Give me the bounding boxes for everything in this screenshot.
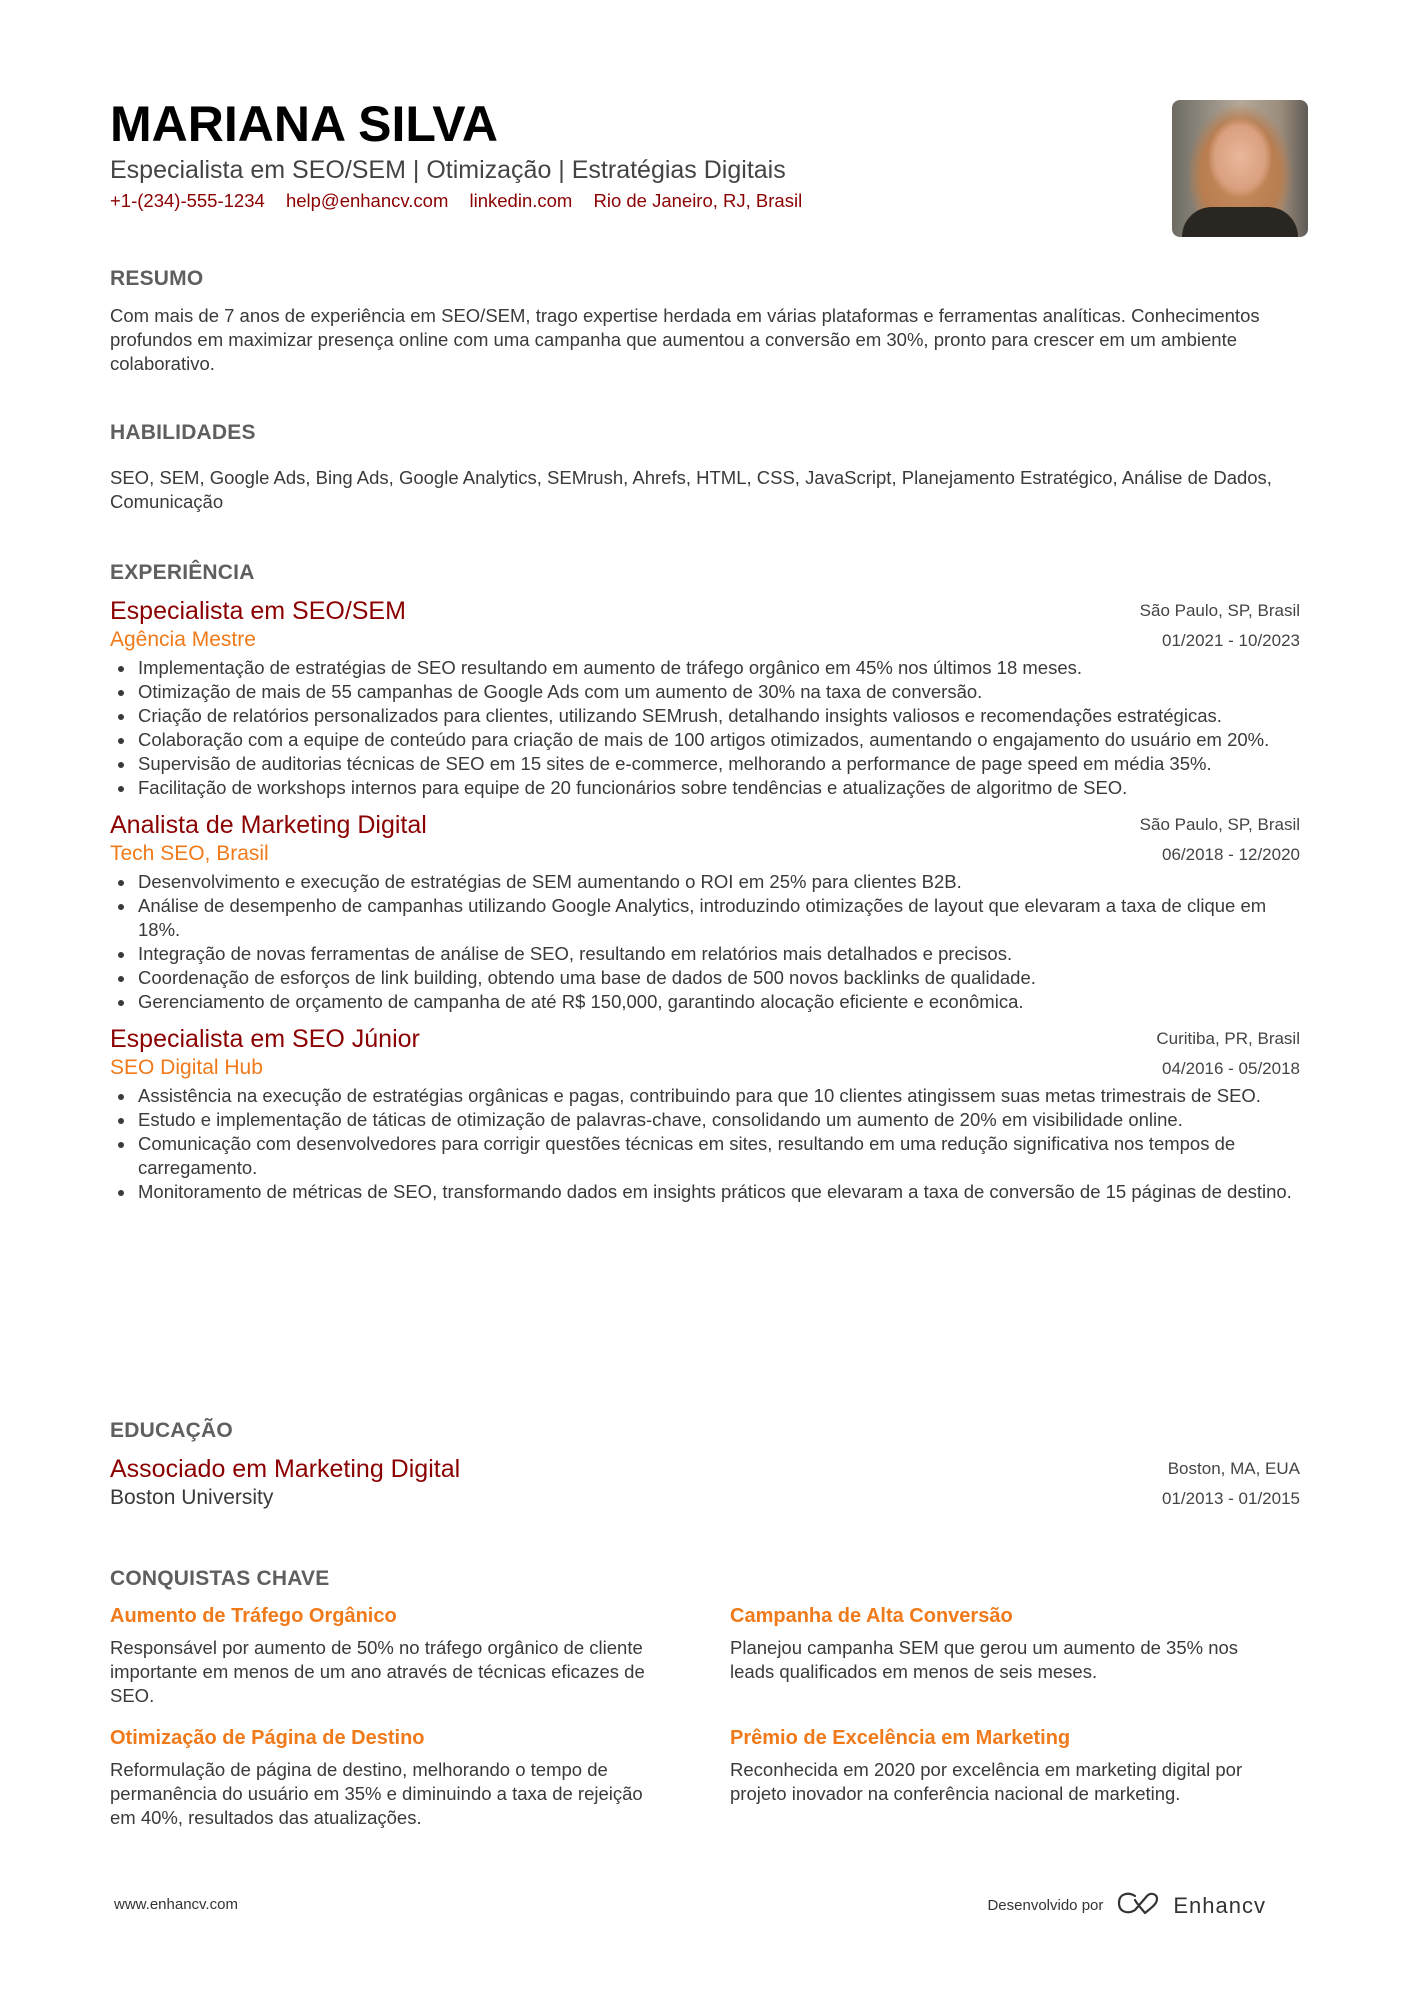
job-bullet: Comunicação com desenvolvedores para corrigir questões técnicas em sites, resultando em uma redução significativa nos tempos de carregamento. bbox=[110, 1132, 1300, 1180]
job-bullet: Análise de desempenho de campanhas utilizando Google Analytics, introduzindo otimizações de layout que elevaram a taxa de clique em 18%. bbox=[110, 894, 1300, 942]
contact-location: Rio de Janeiro, RJ, Brasil bbox=[593, 190, 803, 211]
summary-text: Com mais de 7 anos de experiência em SEO/SEM, trago expertise herdada em várias plataformas e ferramentas analíticas. Conhecimentos profundos em maximizar presença online com uma campanha que aumentou a conversão em 30%, pronto para crescer em um ambiente colaborativo. bbox=[110, 305, 1260, 374]
achievements-section bbox=[110, 1566, 1300, 1830]
footer-url[interactable]: www.enhancv.com bbox=[114, 1896, 238, 1913]
section-title-achievements: CONQUISTAS CHAVE bbox=[110, 1567, 330, 1590]
achievement-title: Campanha de Alta Conversão bbox=[730, 1605, 1013, 1627]
education-section bbox=[110, 1418, 1300, 1512]
job-company: Agência Mestre bbox=[110, 628, 256, 651]
contact-email[interactable]: help@enhancv.com bbox=[285, 190, 449, 211]
resume-page bbox=[110, 0, 1300, 1918]
achievement-item bbox=[110, 1602, 730, 1708]
section-title-experience: EXPERIÊNCIA bbox=[110, 561, 255, 584]
job-entry bbox=[110, 596, 1300, 800]
skills-text: SEO, SEM, Google Ads, Bing Ads, Google Analytics, SEMrush, Ahrefs, HTML, CSS, JavaScript, Planejamento Estratégico, Análise de Dados, Comunicação bbox=[110, 467, 1272, 512]
job-meta bbox=[1140, 596, 1300, 656]
enhancv-logo-icon bbox=[1115, 1890, 1161, 1921]
school-name: Boston University bbox=[110, 1486, 274, 1509]
education-dates: 01/2013 - 01/2015 bbox=[1161, 1489, 1300, 1508]
job-bullet: Monitoramento de métricas de SEO, transformando dados em insights práticos que elevaram a taxa de conversão de 15 páginas de destino. bbox=[110, 1180, 1300, 1204]
section-title-education: EDUCAÇÃO bbox=[110, 1419, 233, 1442]
photo-shoulders bbox=[1182, 207, 1298, 237]
job-dates: 01/2021 - 10/2023 bbox=[1161, 631, 1300, 650]
job-dates: 04/2016 - 05/2018 bbox=[1161, 1059, 1300, 1078]
job-dates: 06/2018 - 12/2020 bbox=[1161, 845, 1300, 864]
job-location: São Paulo, SP, Brasil bbox=[1139, 815, 1300, 834]
job-title: Especialista em SEO/SEM bbox=[110, 597, 406, 625]
achievement-desc: Reconhecida em 2020 por excelência em marketing digital por projeto inovador na conferência nacional de marketing. bbox=[730, 1759, 1243, 1804]
powered-by-label: Desenvolvido por bbox=[987, 1897, 1104, 1914]
education-meta bbox=[1162, 1454, 1300, 1514]
enhancv-brand-name[interactable]: Enhancv bbox=[1173, 1892, 1266, 1918]
job-bullet: Supervisão de auditorias técnicas de SEO em 15 sites de e-commerce, melhorando a performance de page speed em média 35%. bbox=[110, 752, 1300, 776]
job-meta bbox=[1156, 1024, 1300, 1084]
job-bullet: Implementação de estratégias de SEO resultando em aumento de tráfego orgânico em 45% nos últimos 18 meses. bbox=[110, 656, 1300, 680]
skills-section bbox=[110, 420, 1300, 514]
achievement-item bbox=[110, 1724, 730, 1830]
job-bullet: Coordenação de esforços de link building, obtendo uma base de dados de 500 novos backlinks de qualidade. bbox=[110, 966, 1300, 990]
job-meta bbox=[1140, 810, 1300, 870]
job-entry bbox=[110, 810, 1300, 1014]
achievement-desc: Planejou campanha SEM que gerou um aumento de 35% nos leads qualificados em menos de seis meses. bbox=[730, 1637, 1239, 1682]
job-bullet: Criação de relatórios personalizados para clientes, utilizando SEMrush, detalhando insights valiosos e recomendações estratégicas. bbox=[110, 704, 1300, 728]
job-bullets bbox=[110, 656, 1300, 800]
job-bullet: Colaboração com a equipe de conteúdo para criação de mais de 100 artigos otimizados, aumentando o engajamento do usuário em 20%. bbox=[110, 728, 1300, 752]
job-bullet: Gerenciamento de orçamento de campanha de até R$ 150,000, garantindo alocação eficiente e econômica. bbox=[110, 990, 1300, 1014]
footer-branding bbox=[987, 1890, 1266, 1921]
education-entry bbox=[110, 1454, 1300, 1512]
job-title: Especialista em SEO Júnior bbox=[110, 1025, 420, 1053]
section-title-skills: HABILIDADES bbox=[110, 421, 256, 444]
achievement-title: Aumento de Tráfego Orgânico bbox=[110, 1605, 397, 1627]
job-bullets bbox=[110, 1084, 1300, 1204]
degree-title: Associado em Marketing Digital bbox=[110, 1455, 461, 1483]
resume-header bbox=[110, 0, 1300, 240]
experience-section bbox=[110, 560, 1300, 1204]
job-bullet: Estudo e implementação de táticas de otimização de palavras-chave, consolidando um aumento de 20% em visibilidade online. bbox=[110, 1108, 1300, 1132]
contact-linkedin[interactable]: linkedin.com bbox=[469, 190, 573, 211]
contact-info bbox=[110, 189, 818, 213]
job-bullets bbox=[110, 870, 1300, 1014]
candidate-name: MARIANA SILVA bbox=[110, 96, 498, 152]
job-title: Analista de Marketing Digital bbox=[110, 811, 427, 839]
contact-phone[interactable]: +1-(234)-555-1234 bbox=[110, 190, 265, 211]
achievement-item bbox=[730, 1724, 1300, 1830]
achievement-title: Otimização de Página de Destino bbox=[110, 1727, 425, 1749]
job-bullet: Otimização de mais de 55 campanhas de Google Ads com um aumento de 30% na taxa de conversão. bbox=[110, 680, 1300, 704]
profile-photo bbox=[1172, 100, 1308, 237]
achievement-item bbox=[730, 1602, 1300, 1708]
job-location: São Paulo, SP, Brasil bbox=[1139, 601, 1300, 620]
job-company: SEO Digital Hub bbox=[110, 1056, 263, 1079]
job-company: Tech SEO, Brasil bbox=[110, 842, 269, 865]
achievement-title: Prêmio de Excelência em Marketing bbox=[730, 1727, 1071, 1749]
summary-section bbox=[110, 266, 1300, 376]
job-bullet: Integração de novas ferramentas de análise de SEO, resultando em relatórios mais detalhados e precisos. bbox=[110, 942, 1300, 966]
candidate-tagline: Especialista em SEO/SEM | Otimização | Estratégias Digitais bbox=[110, 156, 786, 184]
achievement-desc: Responsável por aumento de 50% no tráfego orgânico de cliente importante em menos de um ano através de técnicas eficazes de SEO. bbox=[110, 1637, 645, 1706]
job-entry bbox=[110, 1024, 1300, 1204]
achievements-grid bbox=[110, 1602, 1300, 1830]
achievement-desc: Reformulação de página de destino, melhorando o tempo de permanência do usuário em 35% e diminuindo a taxa de rejeição em 40%, resultados das atualizações. bbox=[110, 1759, 643, 1828]
job-bullet: Assistência na execução de estratégias orgânicas e pagas, contribuindo para que 10 clientes atingissem suas metas trimestrais de SEO. bbox=[110, 1084, 1300, 1108]
job-bullet: Facilitação de workshops internos para equipe de 20 funcionários sobre tendências e atualizações de algoritmo de SEO. bbox=[110, 776, 1300, 800]
job-bullet: Desenvolvimento e execução de estratégias de SEM aumentando o ROI em 25% para clientes B2B. bbox=[110, 870, 1300, 894]
page-footer bbox=[110, 1890, 1300, 1920]
education-location: Boston, MA, EUA bbox=[1167, 1459, 1300, 1478]
job-location: Curitiba, PR, Brasil bbox=[1156, 1029, 1300, 1048]
section-title-summary: RESUMO bbox=[110, 267, 204, 290]
